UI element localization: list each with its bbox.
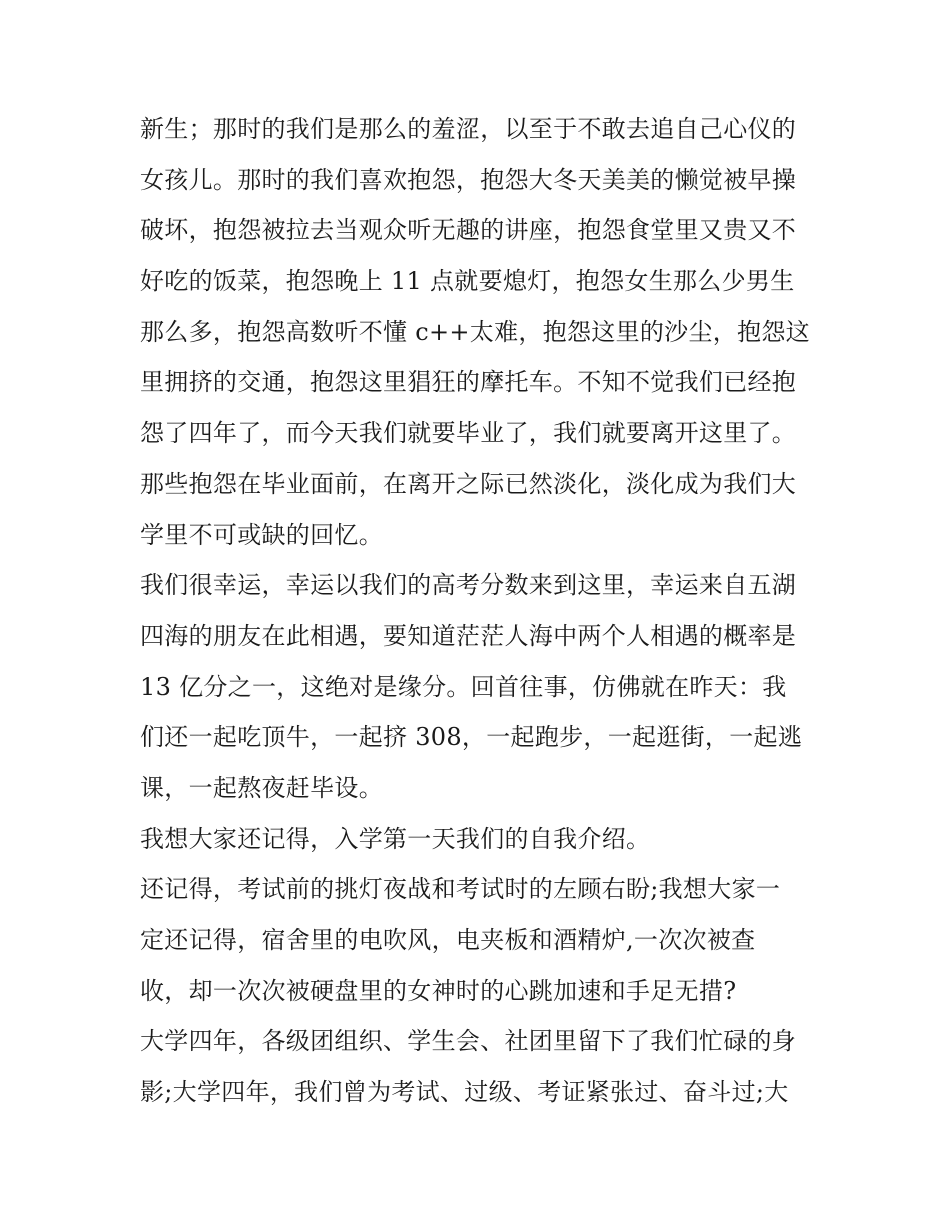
- text-line: 学里不可或缺的回忆。: [140, 520, 383, 549]
- text-line: 收，却一次次被硬盘里的女神时的心跳加速和手足无措?: [140, 976, 737, 1005]
- text-line: 女孩儿。那时的我们喜欢抱怨，抱怨大冬天美美的懒觉被早操: [140, 165, 797, 194]
- text-line: 还记得，考试前的挑灯夜战和考试时的左顾右盼;我想大家一: [140, 875, 781, 904]
- text-line: 破坏，抱怨被拉去当观众听无趣的讲座，抱怨食堂里又贵又不: [140, 216, 797, 245]
- text-line: 定还记得，宿舍里的电吹风，电夹板和酒精炉,一次次被查: [140, 926, 756, 954]
- text-line: 新生；那时的我们是那么的羞涩，以至于不敢去追自己心仪的: [140, 115, 797, 143]
- text-line: 大学四年，各级团组织、学生会、社团里留下了我们忙碌的身: [140, 1027, 797, 1056]
- text-line: 四海的朋友在此相遇，要知道茫茫人海中两个人相遇的概率是: [140, 621, 797, 650]
- text-line: 们还一起吃顶牛，一起挤 308，一起跑步，一起逛街，一起逃: [140, 723, 803, 752]
- body-text: [140, 104, 820, 1118]
- text-line: 我想大家还记得，入学第一天我们的自我介绍。: [140, 824, 651, 853]
- text-line: 好吃的饭菜，抱怨晚上 11 点就要熄灯，抱怨女生那么少男生: [140, 267, 795, 296]
- text-line: 我们很幸运，幸运以我们的高考分数来到这里，幸运来自五湖: [140, 571, 797, 600]
- text-line: 影;大学四年，我们曾为考试、过级、考证紧张过、奋斗过;大: [140, 1078, 789, 1107]
- text-line: 怨了四年了，而今天我们就要毕业了，我们就要离开这里了。: [140, 419, 797, 448]
- text-line: 里拥挤的交通，抱怨这里猖狂的摩托车。不知不觉我们已经抱: [140, 368, 797, 397]
- text-line: 13 亿分之一，这绝对是缘分。回首往事，仿佛就在昨天：我: [140, 672, 787, 701]
- text-line: 课，一起熬夜赶毕设。: [140, 773, 383, 802]
- text-line: 那么多，抱怨高数听不懂 c++太难，抱怨这里的沙尘，抱怨这: [140, 317, 810, 346]
- text-line: 那些抱怨在毕业面前，在离开之际已然淡化，淡化成为我们大: [140, 469, 797, 498]
